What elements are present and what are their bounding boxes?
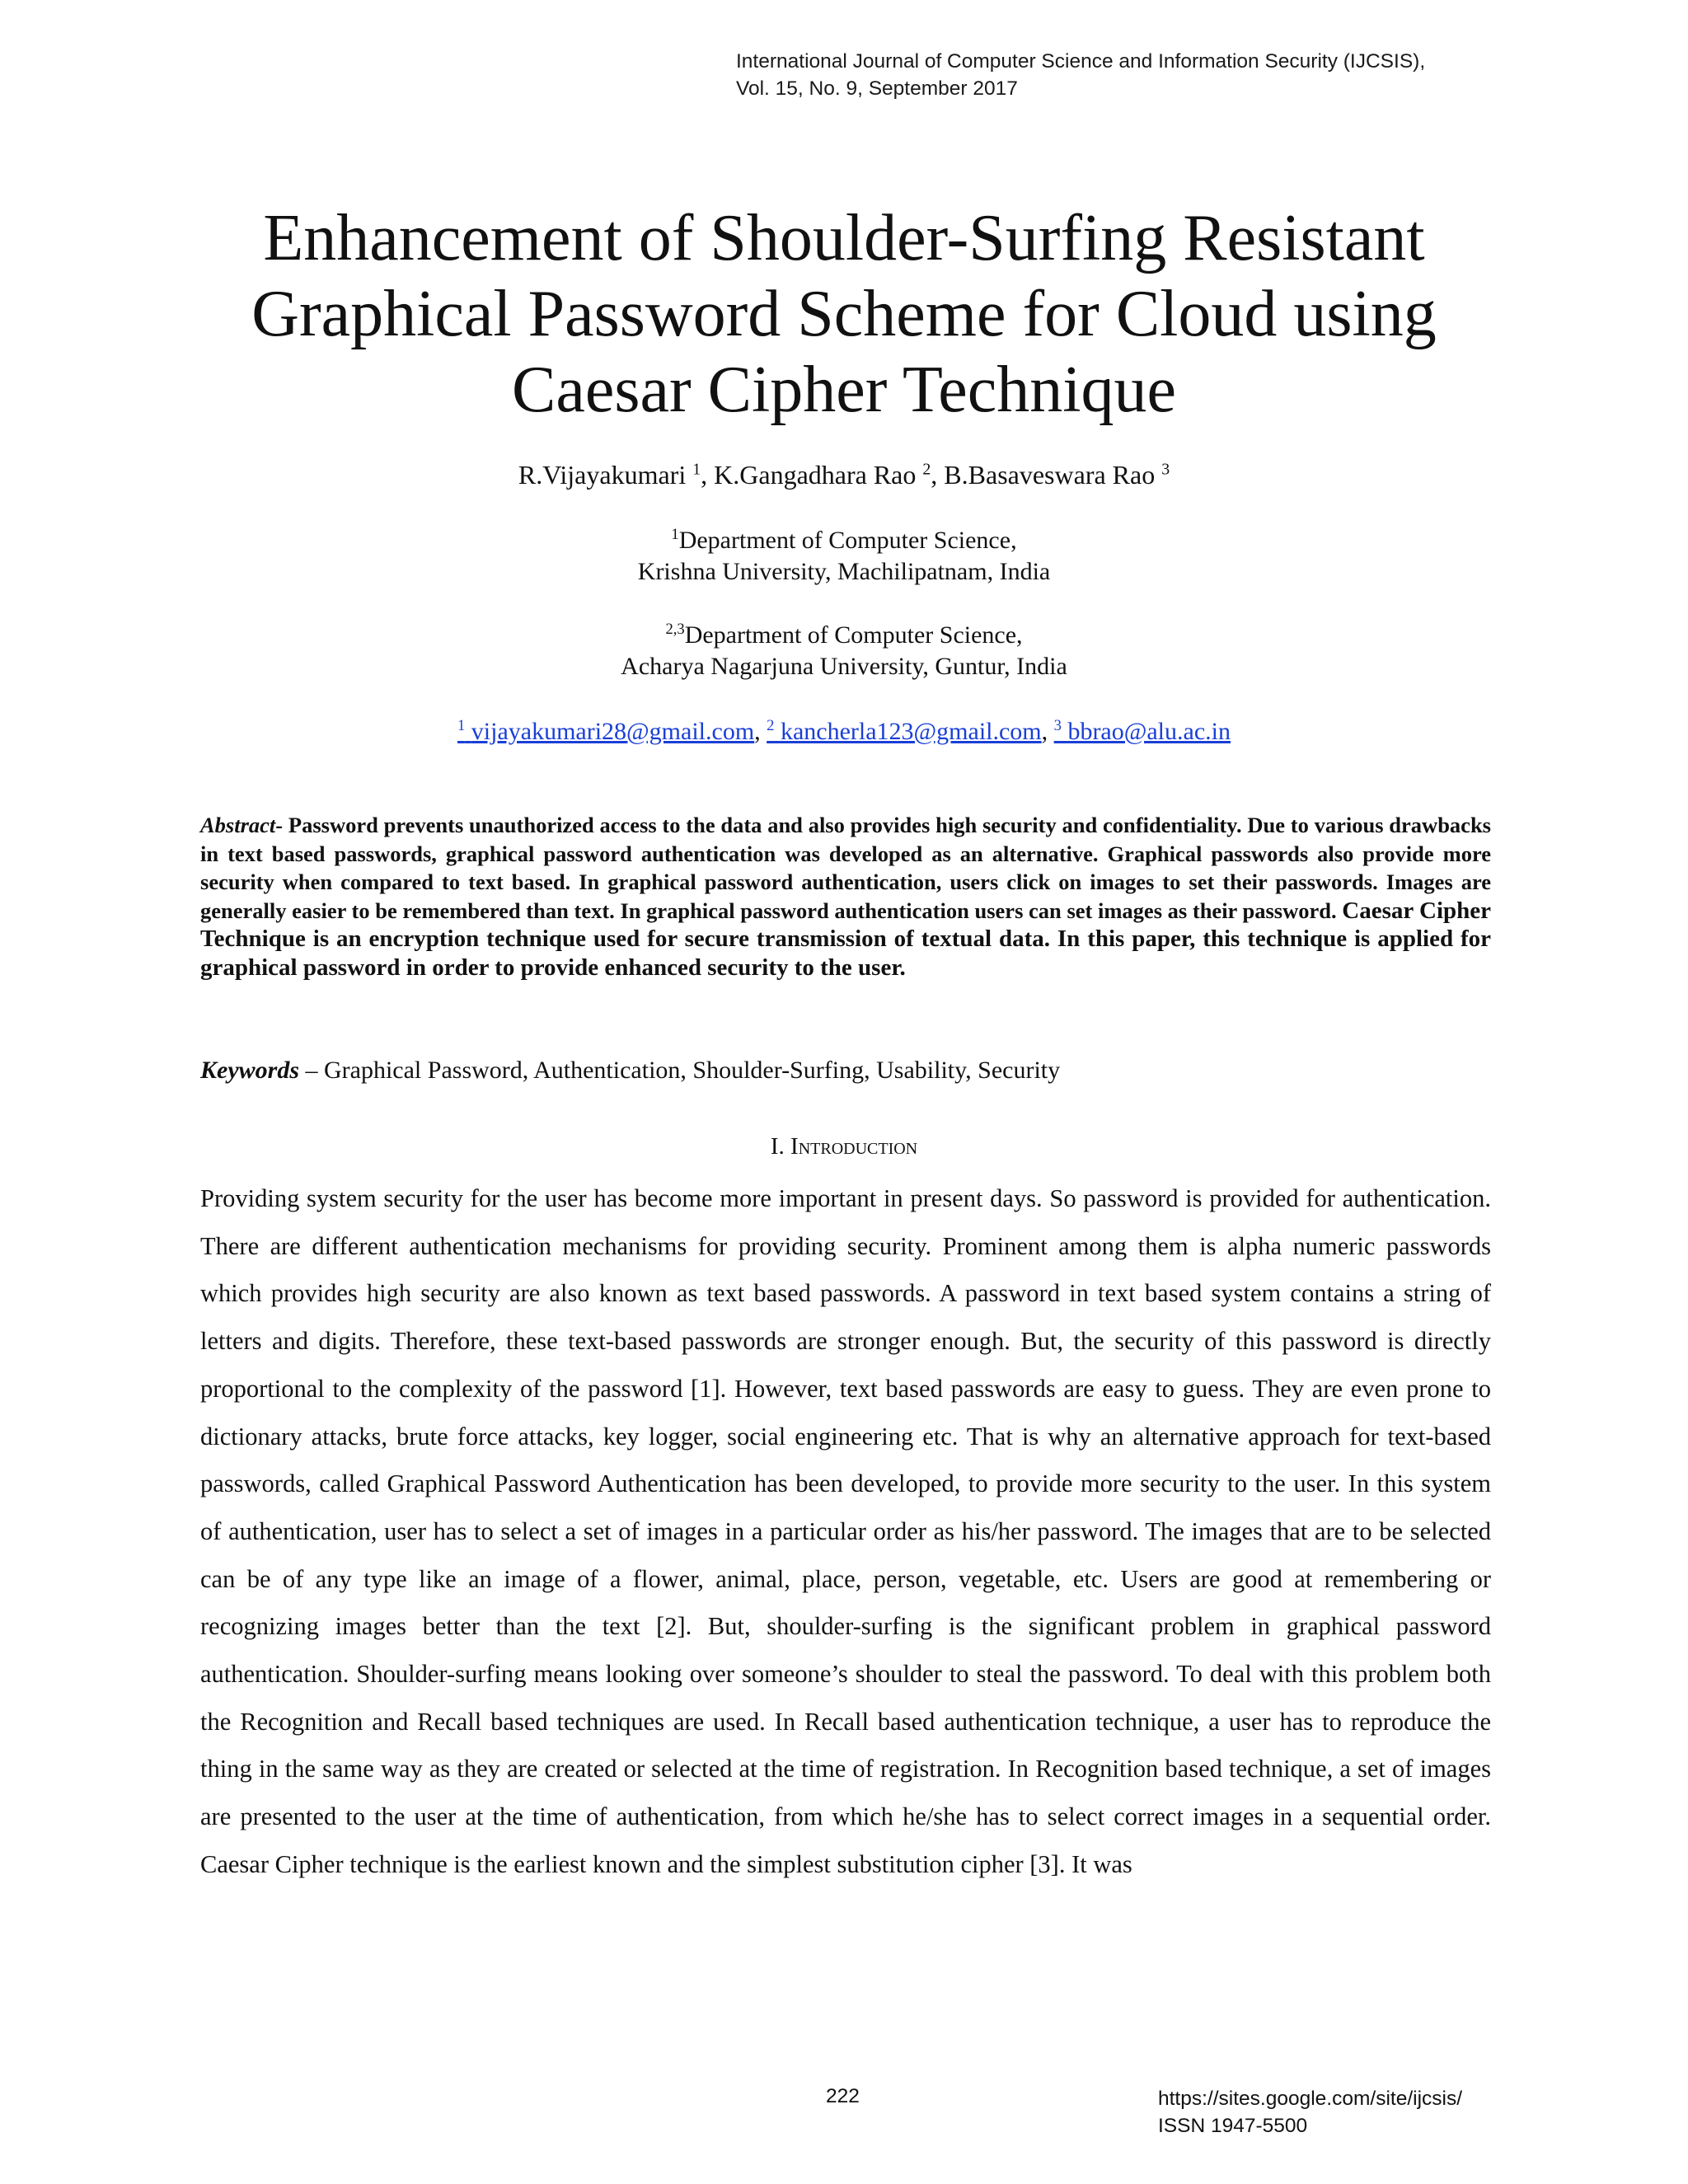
keywords-label: Keywords [200, 1057, 299, 1084]
paper-title [165, 200, 1523, 428]
email-sup: 3 [1053, 717, 1062, 734]
journal-name: International Journal of Computer Science and Information Security (IJCSIS), [736, 50, 1426, 73]
author-sup: 2 [922, 460, 931, 479]
journal-volume: Vol. 15, No. 9, September 2017 [736, 77, 1018, 100]
author-name: R.Vijayakumari [518, 460, 687, 490]
abstract-text: - Password prevents unauthorized access to the data and also provides high security and confidentiality. Due to various drawbacks in text based passwords, graphical password authentication was developed as an alternative. Graphical passwords also provide more security when compared to text based. In graphical password authentication, users click on images to set their passwords. Images are generally easier to be remembered than text. In graphical password authentication users can set images as their password. [200, 813, 1491, 923]
section-heading [0, 1132, 1688, 1161]
author-name: B.Basaveswara Rao [944, 460, 1156, 490]
introduction-paragraph: Providing system security for the user has become more important in present days. So password is provided for authentication. There are different authentication mechanisms for providing security. Prominent among them is alpha numeric passwords which provides high security are also known as text based passwords. A password in text based system contains a string of letters and digits. Therefore, these text-based passwords are stronger enough. But, the security of this password is directly proportional to the complexity of the password [1]. However, text based passwords are easy to guess. They are even prone to dictionary attacks, brute force attacks, key logger, social engineering etc. That is why an alternative approach for text-based passwords, called Graphical Password Authentication has been developed, to provide more security to the user. In this system of authentication, user has to select a set of images in a particular order as his/her password. The images that are to be selected can be of any type like an image of a flower, animal, place, person, vegetable, etc. Users are good at remembering or recognizing images better than the text [2]. But, shoulder-surfing is the significant problem in graphical password authentication. Shoulder-surfing means looking over someone’s shoulder to steal the password. To deal with this problem both the Recognition and Recall based techniques are used. In Recall based authentication technique, a user has to reproduce the thing in the same way as they are created or selected at the time of registration. In Recognition based technique, a set of images are presented to the user at the time of authentication, from which he/she has to select correct images in a sequential order. Caesar Cipher technique is the earliest known and the simplest substitution cipher [3]. It was [200, 1184, 1491, 1878]
affiliation [0, 620, 1688, 682]
affiliation-univ: Krishna University, Machilipatnam, India [637, 558, 1051, 585]
affiliation-dept: Department of Computer Science, [678, 527, 1017, 554]
affiliation-sup: 1 [671, 526, 679, 543]
footer-url[interactable]: https://sites.google.com/site/ijcsis/ [1158, 2088, 1463, 2110]
keywords [200, 1055, 1060, 1086]
author-sup: 1 [692, 460, 701, 479]
email-address: kancherla123@gmail.com [780, 718, 1042, 745]
email-sup: 1 [457, 717, 466, 734]
affiliation-dept: Department of Computer Science, [684, 621, 1023, 649]
page-number: 222 [826, 2085, 860, 2107]
email-link[interactable] [457, 718, 754, 745]
affiliation [0, 525, 1688, 588]
affiliation-sup: 2,3 [665, 621, 685, 638]
footer-info [1158, 2085, 1462, 2139]
abstract-label: Abstract [200, 813, 276, 837]
affiliation-univ: Acharya Nagarjuna University, Guntur, India [621, 653, 1067, 680]
author-list: R.Vijayakumari $^1$, K.Gangadhara Rao $^2$, B.Basaveswara Rao $^3$ [518, 460, 1170, 490]
footer-issn: ISSN 1947-5500 [1158, 2115, 1308, 2137]
author-name: K.Gangadhara Rao [714, 460, 917, 490]
keywords-text: – Graphical Password, Authentication, Shoulder-Surfing, Usability, Security [299, 1057, 1061, 1084]
email-sup: 2 [767, 717, 775, 734]
abstract [200, 811, 1491, 982]
email-link[interactable] [1054, 718, 1231, 745]
journal-header [736, 48, 1425, 102]
section-number: I. [770, 1133, 785, 1160]
title-line-3: Caesar Cipher Technique [512, 354, 1176, 426]
title-line-2: Graphical Password Scheme for Cloud using [251, 278, 1437, 350]
email-address: bbrao@alu.ac.in [1067, 718, 1231, 745]
abstract-text-tail: Caesar Cipher Technique is an encryption technique used for secure transmission of textual data. In this paper, this technique is applied for graphical password in order to provide enhanced security to the user. [200, 897, 1492, 981]
title-line-1: Enhancement of Shoulder-Surfing Resistant [263, 202, 1425, 274]
email-list: $^1$ vijayakumari28@gmail.com, $^2$ kancherla123@gmail.com, $^3$ bbrao@alu.ac.in [457, 717, 1231, 745]
email-link[interactable] [767, 718, 1041, 745]
author-sup: 3 [1161, 460, 1170, 479]
section-title: Introduction [790, 1133, 918, 1160]
email-address: vijayakumari28@gmail.com [471, 718, 755, 745]
